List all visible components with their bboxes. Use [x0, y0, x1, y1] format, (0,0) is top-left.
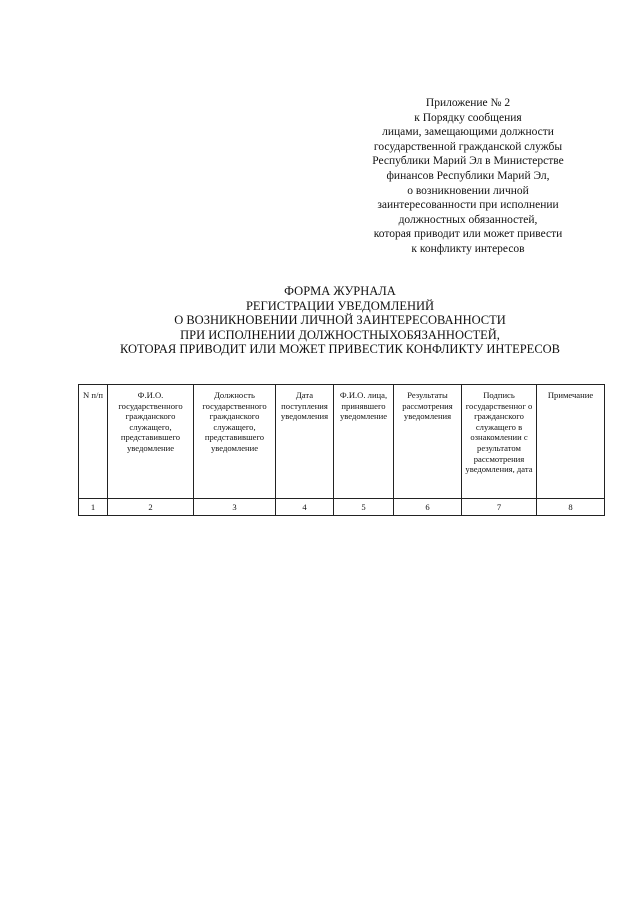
column-number: 6 [394, 499, 462, 516]
column-number: 7 [462, 499, 537, 516]
appendix-line: Республики Марий Эл в Министерстве [372, 155, 564, 168]
column-number: 1 [79, 499, 108, 516]
header-row [79, 385, 605, 499]
form-title-line: РЕГИСТРАЦИИ УВЕДОМЛЕНИЙ [245, 298, 435, 313]
header-employee-name: Ф.И.О. государственного гражданского служащего, представившего уведомление [108, 385, 194, 499]
appendix-line: Приложение № 2 [425, 97, 511, 109]
appendix-line: которая приводит или может привести [373, 228, 563, 241]
appendix-line: государственной гражданской службы [373, 140, 563, 153]
appendix-line: к конфликту интересов [411, 242, 525, 255]
header-receipt-date: Дата поступления уведомления [276, 385, 334, 499]
column-number-row [79, 499, 605, 516]
column-number: 2 [108, 499, 194, 516]
column-number: 3 [194, 499, 276, 516]
header-employee-position: Должность государственного гражданского служащего, представившего уведомление [194, 385, 276, 499]
header-receiver-name: Ф.И.О. лица, принявшего уведомление [334, 385, 394, 499]
form-title-line: КОТОРАЯ ПРИВОДИТ ИЛИ МОЖЕТ ПРИВЕСТИК КОНФЛИКТУ ИНТЕРЕСОВ [119, 342, 561, 357]
form-title [100, 284, 580, 357]
form-title-line: ПРИ ИСПОЛНЕНИИ ДОЛЖНОСТНЫХОБЯЗАННОСТЕЙ, [180, 327, 500, 342]
column-number: 8 [537, 499, 605, 516]
header-signature: Подпись государственног о гражданского служащего в ознакомлении с результатом рассмотрения уведомления, дата [462, 385, 537, 499]
header-note: Примечание [537, 385, 605, 499]
appendix-line: заинтересованности при исполнении [377, 199, 559, 212]
appendix-line: о возникновении личной [407, 184, 529, 197]
appendix-line: к Порядку сообщения [414, 111, 522, 124]
appendix-line: финансов Республики Марий Эл, [386, 169, 550, 182]
appendix-line: лицами, замещающими должности [382, 126, 554, 139]
header-number: N п/п [79, 385, 108, 499]
journal-table [78, 384, 605, 516]
column-number: 5 [334, 499, 394, 516]
header-review-results: Результаты рассмотрения уведомления [394, 385, 462, 499]
column-number: 4 [276, 499, 334, 516]
form-title-line: О ВОЗНИКНОВЕНИИ ЛИЧНОЙ ЗАИНТЕРЕСОВАННОСТИ [174, 313, 506, 328]
appendix-note [336, 96, 600, 257]
form-title-line: ФОРМА ЖУРНАЛА [284, 284, 396, 298]
appendix-line: должностных обязанностей, [398, 213, 538, 226]
